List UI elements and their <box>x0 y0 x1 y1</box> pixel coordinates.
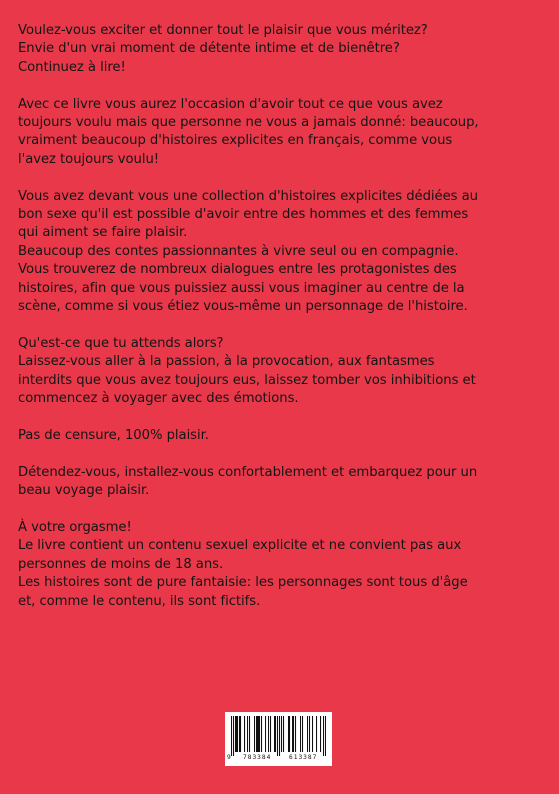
barcode-bar <box>258 716 259 752</box>
barcode-bar <box>307 716 308 752</box>
blurb-line: Vous avez devant vous une collection d'histoires explicites dédiées au <box>18 188 478 204</box>
blurb-line: histoires, afin que vous puissiez aussi vous imaginer au centre de la <box>18 280 465 296</box>
blurb-line: Qu'est-ce que tu attends alors? <box>18 335 224 351</box>
barcode-bar <box>279 716 280 756</box>
blurb-line: Pas de censure, 100% plaisir. <box>18 427 209 443</box>
barcode-bar <box>275 716 276 752</box>
blurb-line: beau voyage plaisir. <box>18 483 150 499</box>
barcode-bar <box>283 716 284 752</box>
barcode-bar <box>237 716 238 752</box>
barcode-bar <box>293 716 294 752</box>
blurb-line: scène, comme si vous étiez vous-même un personnage de l'histoire. <box>18 299 468 315</box>
barcode-bar <box>265 716 266 752</box>
blurb-text <box>18 22 548 629</box>
blurb-paragraph <box>18 519 548 611</box>
blurb-line: À votre orgasme! <box>18 519 132 535</box>
barcode-bar <box>270 716 271 752</box>
barcode-bar <box>295 716 296 752</box>
barcode-bar <box>300 716 301 752</box>
barcode-bar <box>233 716 234 756</box>
blurb-line: interdits que vous avez toujours eus, laissez tomber vos inhibitions et <box>18 372 476 388</box>
barcode-bar <box>261 716 262 752</box>
blurb-line: Continuez à lire! <box>18 59 126 75</box>
barcode-bar <box>256 716 257 752</box>
barcode-right-digits: 613387 <box>289 754 318 761</box>
blurb-line: qui aiment se faire plaisir. <box>18 225 188 241</box>
barcode-bar <box>312 716 313 752</box>
barcode-first-digit: 9 <box>227 754 231 761</box>
barcode-bar <box>302 716 303 752</box>
blurb-line: vraiment beaucoup d'histoires explicites en français, comme vous <box>18 133 453 149</box>
barcode-bar <box>235 716 236 752</box>
barcode-bar <box>292 716 293 752</box>
barcode-bar <box>236 716 237 752</box>
barcode-bar <box>268 716 269 752</box>
blurb-line: toujours voulu mais que personne ne vous a jamais donné: beaucoup, <box>18 115 479 131</box>
barcode-bar <box>240 716 241 752</box>
blurb-line: Laissez-vous aller à la passion, à la provocation, aux fantasmes <box>18 354 435 370</box>
barcode-bar <box>325 716 326 756</box>
blurb-line: Beaucoup des contes passionnantes à vivre seul ou en compagnie. <box>18 243 459 259</box>
blurb-paragraph <box>18 427 548 445</box>
blurb-line: Avec ce livre vous aurez l'occasion d'avoir tout ce que vous avez <box>18 96 443 112</box>
barcode-bar <box>257 716 258 752</box>
barcode-bar <box>288 716 289 752</box>
barcode-bar <box>259 716 260 752</box>
barcode-bar <box>281 716 282 752</box>
barcode-bar <box>316 716 317 752</box>
barcode-bar <box>239 716 240 752</box>
blurb-paragraph <box>18 335 548 409</box>
blurb-line: et, comme le contenu, ils sont fictifs. <box>18 593 261 609</box>
barcode-bar <box>309 716 310 752</box>
barcode-bar <box>254 716 255 752</box>
blurb-line: Le livre contient un contenu sexuel explicite et ne convient pas aux <box>18 538 462 554</box>
blurb-line: personnes de moins de 18 ans. <box>18 556 224 572</box>
blurb-line: Vous trouverez de nombreux dialogues entre les protagonistes des <box>18 262 457 278</box>
blurb-paragraph <box>18 464 548 501</box>
blurb-paragraph <box>18 188 548 317</box>
barcode-bars <box>231 716 326 756</box>
barcode-bar <box>323 716 324 756</box>
barcode-bar <box>289 716 290 752</box>
barcode-bar <box>274 716 275 752</box>
blurb-line: bon sexe qu'il est possible d'avoir entre des hommes et des femmes <box>18 207 469 223</box>
blurb-line: Détendez-vous, installez-vous confortablement et embarquez pour un <box>18 464 478 480</box>
barcode-bar <box>277 716 278 756</box>
blurb-paragraph <box>18 96 548 170</box>
isbn-barcode <box>225 712 332 766</box>
barcode-left-digits: 783384 <box>243 754 272 761</box>
barcode-bar <box>244 716 245 752</box>
barcode-bar <box>247 716 248 752</box>
barcode-bar <box>320 716 321 752</box>
blurb-line: commencez à voyager avec des émotions. <box>18 391 299 407</box>
barcode-bar <box>249 716 250 752</box>
blurb-line: l'avez toujours voulu! <box>18 151 160 167</box>
barcode-bar <box>231 716 232 756</box>
blurb-line: Envie d'un vrai moment de détente intime et de bienêtre? <box>18 41 400 57</box>
blurb-line: Les histoires sont de pure fantaisie: les personnages sont tous d'âge <box>18 575 468 591</box>
blurb-paragraph <box>18 22 548 77</box>
blurb-line: Voulez-vous exciter et donner tout le plaisir que vous méritez? <box>18 23 428 38</box>
